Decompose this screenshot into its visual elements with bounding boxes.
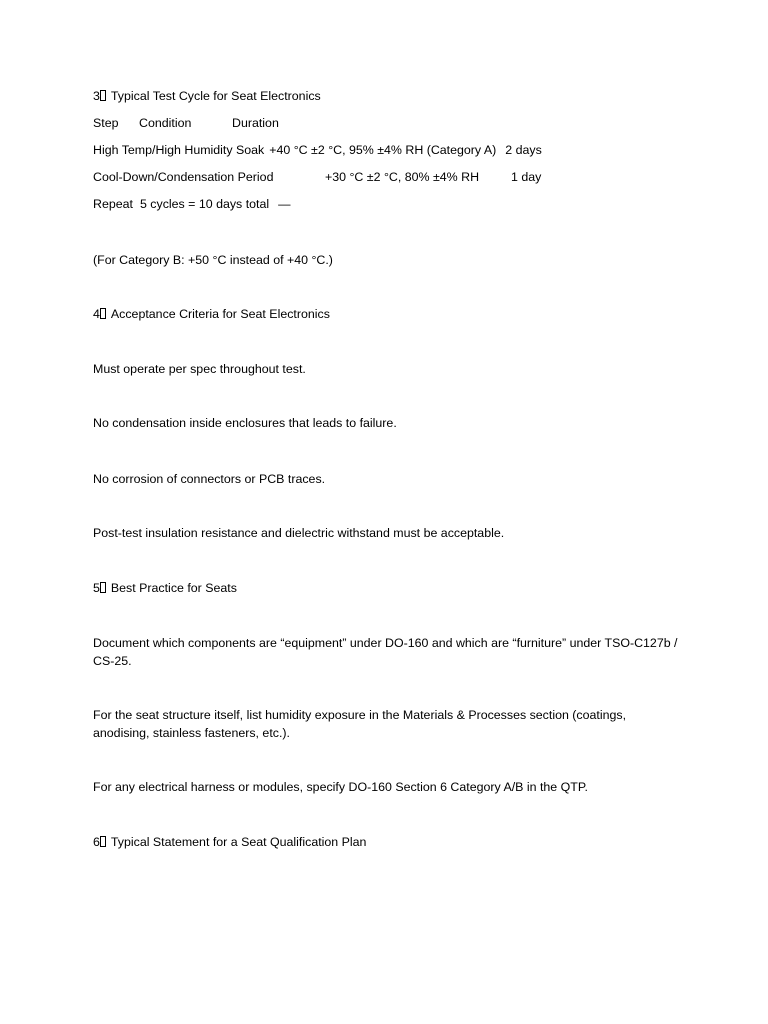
section-4-number: 4: [93, 307, 100, 321]
missing-glyph-icon: [100, 836, 106, 847]
category-b-note: (For Category B: +50 °C instead of +40 °C.): [93, 253, 333, 267]
section-6-title: Typical Statement for a Seat Qualification Plan: [110, 835, 367, 849]
acceptance-criterion: Must operate per spec throughout test.: [93, 362, 306, 376]
table-row: [93, 168, 541, 186]
section-5-number: 5: [93, 581, 100, 595]
acceptance-criterion: No corrosion of connectors or PCB traces.: [93, 472, 326, 486]
acceptance-criterion: Post-test insulation resistance and dielectric withstand must be acceptable.: [93, 526, 505, 540]
table-cell-step: Repeat: [93, 197, 133, 211]
section-3-number: 3: [93, 89, 100, 103]
table-cell-step: High Temp/High Humidity Soak: [93, 143, 265, 157]
document-page: [93, 0, 683, 1024]
table-cell-step: Cool-Down/Condensation Period: [93, 170, 274, 184]
missing-glyph-icon: [100, 308, 106, 319]
section-3-title: Typical Test Cycle for Seat Electronics: [110, 89, 321, 103]
table-cell-duration: —: [278, 197, 291, 211]
best-practice-item: Document which components are “equipment” under DO-160 and which are “furniture” under TSO-C127b / CS-25.: [93, 636, 678, 668]
table-row: [93, 141, 542, 159]
table-cell-duration: 2 days: [505, 143, 542, 157]
section-5-heading: [93, 579, 237, 597]
table-header-condition: Condition: [139, 116, 192, 130]
table-cell-condition: +40 °C ±2 °C, 95% ±4% RH (Category A): [269, 143, 497, 157]
best-practice-item: For the seat structure itself, list humidity exposure in the Materials & Processes section (coatings, anodising, stainless fasteners, etc.).: [93, 708, 627, 740]
section-3-heading: [93, 87, 321, 105]
table-header-duration: Duration: [232, 116, 279, 130]
table-cell-condition: +30 °C ±2 °C, 80% ±4% RH: [325, 170, 480, 184]
section-6-heading: [93, 833, 366, 851]
section-4-heading: [93, 305, 330, 323]
table-header-row: [93, 114, 279, 132]
table-cell-duration: 1 day: [511, 170, 542, 184]
table-cell-condition: 5 cycles = 10 days total: [139, 197, 270, 211]
section-5-title: Best Practice for Seats: [110, 581, 237, 595]
table-row: [93, 195, 291, 213]
section-6-number: 6: [93, 835, 100, 849]
missing-glyph-icon: [100, 582, 106, 593]
best-practice-item: For any electrical harness or modules, specify DO-160 Section 6 Category A/B in the QTP.: [93, 780, 588, 794]
section-4-title: Acceptance Criteria for Seat Electronics: [110, 307, 330, 321]
table-header-step: Step: [93, 116, 119, 130]
missing-glyph-icon: [100, 90, 106, 101]
acceptance-criterion: No condensation inside enclosures that leads to failure.: [93, 416, 397, 430]
